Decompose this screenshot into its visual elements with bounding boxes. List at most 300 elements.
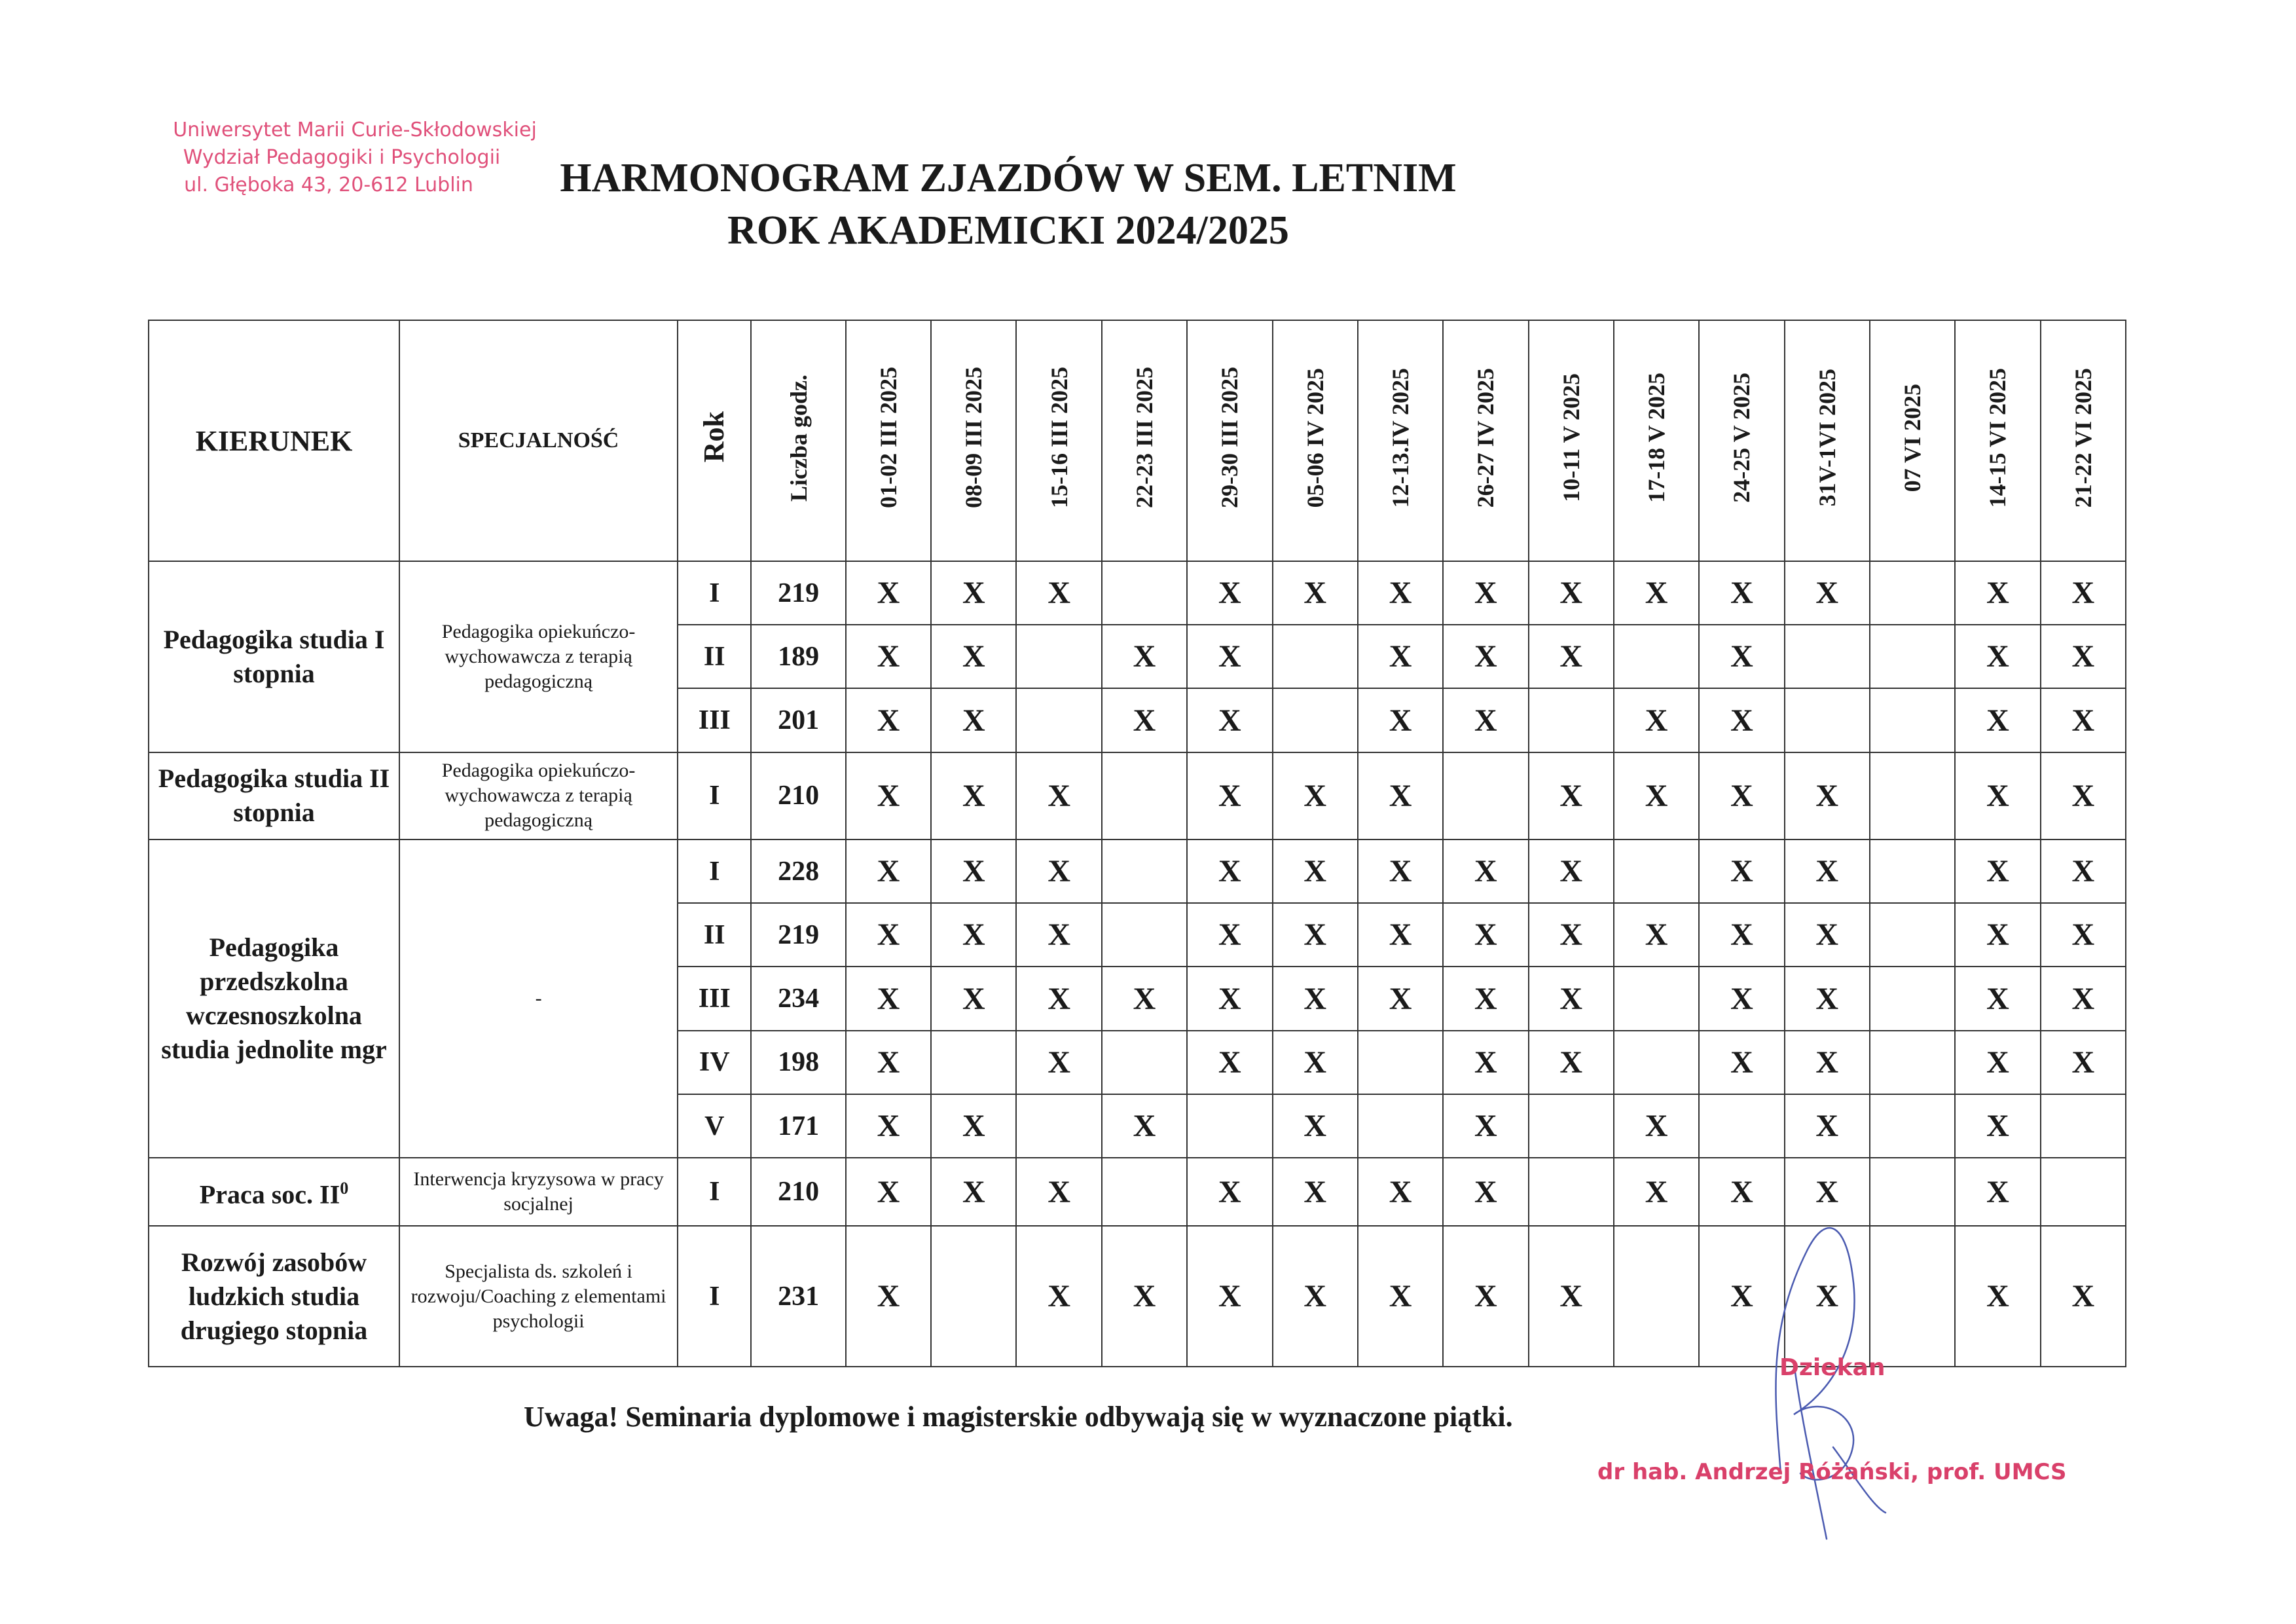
session-mark-cell (2041, 1031, 2126, 1094)
session-mark: X (1986, 1044, 2009, 1080)
note-text: Uwaga! Seminaria dyplomowe i magisterskie odbywają się w wyznaczone piątki. (524, 1401, 1513, 1433)
session-mark: X (1303, 576, 1327, 611)
session-mark-cell (1785, 752, 1870, 840)
kierunek-cell (149, 1226, 399, 1367)
session-mark-cell (1187, 903, 1272, 967)
session-mark: X (1218, 703, 1241, 738)
header-date (846, 320, 931, 561)
session-mark-cell (1614, 1226, 1699, 1367)
header-date-label: 29-30 III 2025 (1216, 367, 1243, 509)
session-mark-cell (1443, 903, 1528, 967)
session-mark: X (962, 917, 985, 953)
session-mark: X (1645, 703, 1668, 738)
session-mark-cell (931, 903, 1016, 967)
rok-cell: I (678, 1226, 751, 1367)
session-mark-cell (931, 561, 1016, 625)
liczba-godz-cell: 210 (751, 752, 845, 840)
session-mark-cell (1955, 561, 2040, 625)
session-mark: X (1815, 576, 1839, 611)
session-mark-cell (1187, 561, 1272, 625)
session-mark-cell (1358, 1226, 1443, 1367)
session-mark-cell (1699, 688, 1784, 752)
session-mark-cell (1955, 688, 2040, 752)
kierunek-superscript: 0 (340, 1179, 349, 1198)
session-mark-cell (1273, 1031, 1358, 1094)
rok-cell: I (678, 561, 751, 625)
session-mark: X (1986, 854, 2009, 889)
session-mark-cell (1529, 752, 1614, 840)
session-mark: X (1389, 854, 1412, 889)
session-mark-cell (1187, 967, 1272, 1030)
session-mark-cell (1016, 1226, 1101, 1367)
session-mark: X (1133, 1109, 1156, 1144)
session-mark-cell (1529, 1158, 1614, 1226)
session-mark-cell (1699, 1094, 1784, 1158)
session-mark: X (1730, 778, 1753, 813)
session-mark: X (1218, 1279, 1241, 1314)
session-mark-cell (2041, 625, 2126, 688)
session-mark: X (1048, 778, 1070, 813)
session-mark-cell (1614, 625, 1699, 688)
session-mark-cell (846, 625, 931, 688)
session-mark: X (962, 778, 985, 813)
session-mark: X (1389, 639, 1412, 674)
session-mark-cell (1187, 1031, 1272, 1094)
session-mark-cell (1529, 561, 1614, 625)
session-mark: X (1730, 576, 1753, 611)
session-mark: X (2071, 703, 2095, 738)
session-mark-cell (1699, 840, 1784, 903)
session-mark-cell (1870, 903, 1955, 967)
session-mark-cell (1870, 688, 1955, 752)
header-row (149, 320, 2126, 561)
session-mark-cell (1955, 840, 2040, 903)
stamp-line-2: Wydział Pedagogiki i Psychologii (183, 146, 501, 169)
header-date-label: 26-27 IV 2025 (1472, 367, 1499, 508)
session-mark: X (1730, 703, 1753, 738)
title-line-2: ROK AKADEMICKI 2024/2025 (727, 208, 1289, 253)
session-mark-cell (1016, 688, 1101, 752)
session-mark-cell (931, 688, 1016, 752)
specjalnosc-cell: Interwencja kryzysowa w pracy socjalnej (399, 1158, 678, 1226)
session-mark: X (1474, 854, 1497, 889)
session-mark-cell (1614, 1031, 1699, 1094)
session-mark: X (2071, 576, 2095, 611)
session-mark-cell (1016, 840, 1101, 903)
session-mark-cell (1102, 752, 1187, 840)
stamp-line-3: ul. Głęboka 43, 20-612 Lublin (184, 174, 473, 196)
session-mark: X (1645, 917, 1668, 953)
session-mark: X (1389, 917, 1412, 953)
session-mark-cell (1614, 903, 1699, 967)
session-mark: X (2071, 1279, 2095, 1314)
session-mark: X (1986, 917, 2009, 953)
session-mark: X (1218, 576, 1241, 611)
session-mark: X (877, 703, 900, 738)
header-date (2041, 320, 2126, 561)
session-mark-cell (1358, 688, 1443, 752)
session-mark-cell (1187, 840, 1272, 903)
kierunek-cell (149, 752, 399, 840)
session-mark: X (877, 1174, 900, 1209)
header-date (1529, 320, 1614, 561)
session-mark-cell (1785, 625, 1870, 688)
session-mark: X (1474, 981, 1497, 1016)
session-mark: X (1048, 576, 1070, 611)
liczba-godz-cell: 189 (751, 625, 845, 688)
liczba-godz-cell: 228 (751, 840, 845, 903)
session-mark-cell (1955, 903, 2040, 967)
session-mark-cell (1187, 1094, 1272, 1158)
session-mark-cell (1273, 752, 1358, 840)
session-mark: X (1559, 778, 1583, 813)
session-mark-cell (846, 967, 931, 1030)
header-rok (678, 320, 751, 561)
session-mark-cell (1016, 1158, 1101, 1226)
rok-cell: II (678, 903, 751, 967)
session-mark-cell (1529, 688, 1614, 752)
session-mark-cell (1699, 1031, 1784, 1094)
session-mark: X (1133, 639, 1156, 674)
session-mark-cell (931, 1031, 1016, 1094)
dean-label: Dziekan (1779, 1354, 1886, 1381)
session-mark: X (877, 639, 900, 674)
header-date-label: 07 VI 2025 (1899, 383, 1926, 492)
header-date-label: 05-06 IV 2025 (1302, 367, 1328, 508)
rok-cell: III (678, 688, 751, 752)
session-mark-cell (1102, 625, 1187, 688)
session-mark: X (1559, 1044, 1583, 1080)
session-mark: X (1474, 639, 1497, 674)
header-date-label: 22-23 III 2025 (1131, 367, 1157, 509)
session-mark: X (962, 1109, 985, 1144)
session-mark-cell (931, 967, 1016, 1030)
header-date-label: 08-09 III 2025 (960, 367, 987, 509)
session-mark: X (1815, 1279, 1839, 1314)
header-date-label: 21-22 VI 2025 (2069, 367, 2096, 508)
session-mark: X (1986, 778, 2009, 813)
session-mark-cell (1187, 1226, 1272, 1367)
session-mark-cell (931, 625, 1016, 688)
session-mark-cell (931, 752, 1016, 840)
header-date (1955, 320, 2040, 561)
session-mark: X (1218, 917, 1241, 953)
header-date (1443, 320, 1528, 561)
session-mark-cell (1273, 1226, 1358, 1367)
liczba-godz-cell: 219 (751, 561, 845, 625)
session-mark-cell (1614, 1158, 1699, 1226)
session-mark: X (962, 854, 985, 889)
session-mark: X (1815, 917, 1839, 953)
session-mark-cell (1955, 625, 2040, 688)
session-mark-cell (1955, 967, 2040, 1030)
session-mark-cell (1785, 967, 1870, 1030)
header-date-label: 31V-1VI 2025 (1813, 369, 1840, 507)
session-mark: X (1218, 778, 1241, 813)
kierunek-cell (149, 840, 399, 1158)
session-mark: X (877, 854, 900, 889)
session-mark-cell (1955, 752, 2040, 840)
session-mark-cell (2041, 903, 2126, 967)
session-mark-cell (1443, 1158, 1528, 1226)
session-mark-cell (1699, 561, 1784, 625)
session-mark-cell (2041, 752, 2126, 840)
session-mark-cell (1187, 688, 1272, 752)
session-mark: X (962, 981, 985, 1016)
session-mark-cell (1443, 1094, 1528, 1158)
session-mark-cell (1699, 967, 1784, 1030)
session-mark: X (1474, 917, 1497, 953)
session-mark: X (1730, 981, 1753, 1016)
session-mark-cell (1699, 903, 1784, 967)
liczba-godz-cell: 234 (751, 967, 845, 1030)
session-mark-cell (931, 1158, 1016, 1226)
session-mark-cell (1443, 625, 1528, 688)
session-mark: X (1559, 854, 1583, 889)
session-mark: X (877, 917, 900, 953)
session-mark-cell (1614, 1094, 1699, 1158)
header-date (1187, 320, 1272, 561)
session-mark: X (1986, 981, 2009, 1016)
session-mark: X (1048, 1174, 1070, 1209)
session-mark: X (1133, 981, 1156, 1016)
session-mark-cell (1358, 903, 1443, 967)
session-mark-cell (846, 1226, 931, 1367)
kierunek-label: Pedagogika przedszkolna wczesnoszkolna studia jednolite mgr (161, 932, 387, 1065)
session-mark-cell (1699, 625, 1784, 688)
session-mark-cell (1187, 1158, 1272, 1226)
session-mark-cell (1016, 1094, 1101, 1158)
session-mark-cell (846, 561, 931, 625)
specjalnosc-cell: Pedagogika opiekuńczo-wychowawcza z terapią pedagogiczną (399, 561, 678, 752)
session-mark: X (877, 1279, 900, 1314)
dean-name: dr hab. Andrzej Różański, prof. UMCS (1597, 1459, 2067, 1485)
session-mark: X (1303, 854, 1327, 889)
session-mark-cell (1614, 688, 1699, 752)
session-mark: X (1730, 639, 1753, 674)
session-mark-cell (1358, 1031, 1443, 1094)
session-mark: X (1815, 981, 1839, 1016)
kierunek-label: Pedagogika studia I stopnia (163, 624, 385, 688)
session-mark-cell (846, 840, 931, 903)
session-mark: X (1303, 1109, 1327, 1144)
session-mark-cell (1016, 752, 1101, 840)
header-date-label: 15-16 III 2025 (1046, 367, 1072, 509)
session-mark-cell (846, 1094, 931, 1158)
session-mark: X (1389, 981, 1412, 1016)
session-mark-cell (2041, 967, 2126, 1030)
session-mark-cell (1870, 752, 1955, 840)
kierunek-cell (149, 561, 399, 752)
session-mark-cell (1614, 752, 1699, 840)
session-mark-cell (931, 840, 1016, 903)
session-mark-cell (1358, 625, 1443, 688)
session-mark-cell (1785, 1031, 1870, 1094)
header-kierunek: KIERUNEK (149, 320, 399, 561)
session-mark: X (1730, 1044, 1753, 1080)
session-mark: X (1730, 917, 1753, 953)
session-mark-cell (1870, 1031, 1955, 1094)
session-mark-cell (1443, 1226, 1528, 1367)
session-mark-cell (1187, 625, 1272, 688)
session-mark-cell (1529, 1031, 1614, 1094)
session-mark: X (1815, 1109, 1839, 1144)
session-mark-cell (1273, 967, 1358, 1030)
header-date (1102, 320, 1187, 561)
session-mark-cell (1955, 1226, 2040, 1367)
header-date (1699, 320, 1784, 561)
session-mark-cell (1870, 561, 1955, 625)
session-mark-cell (1358, 1094, 1443, 1158)
session-mark-cell (1443, 688, 1528, 752)
header-liczba-godz-label: Liczba godz. (785, 374, 812, 502)
rok-cell: V (678, 1094, 751, 1158)
session-mark: X (1218, 981, 1241, 1016)
rok-cell: I (678, 840, 751, 903)
session-mark-cell (1102, 840, 1187, 903)
session-mark-cell (1443, 840, 1528, 903)
session-mark: X (962, 576, 985, 611)
session-mark-cell (1785, 561, 1870, 625)
session-mark-cell (1443, 561, 1528, 625)
session-mark-cell (1785, 903, 1870, 967)
rok-cell: I (678, 1158, 751, 1226)
session-mark: X (1303, 917, 1327, 953)
liczba-godz-cell: 198 (751, 1031, 845, 1094)
session-mark: X (1645, 1109, 1668, 1144)
session-mark-cell (2041, 1226, 2126, 1367)
university-stamp (145, 117, 564, 199)
session-mark-cell (1358, 1158, 1443, 1226)
session-mark: X (2071, 1044, 2095, 1080)
session-mark-cell (931, 1226, 1016, 1367)
session-mark-cell (1102, 903, 1187, 967)
session-mark: X (1815, 1174, 1839, 1209)
session-mark-cell (1102, 967, 1187, 1030)
session-mark: X (1474, 1174, 1497, 1209)
header-date (931, 320, 1016, 561)
session-mark: X (877, 1109, 900, 1144)
session-mark-cell (1102, 561, 1187, 625)
table-row (149, 752, 2126, 840)
session-mark-cell (1273, 688, 1358, 752)
session-mark-cell (1102, 1158, 1187, 1226)
session-mark-cell (1955, 1158, 2040, 1226)
session-mark: X (1730, 1279, 1753, 1314)
header-liczba-godz (751, 320, 845, 561)
session-mark: X (2071, 778, 2095, 813)
kierunek-cell (149, 1158, 399, 1226)
session-mark: X (1986, 576, 2009, 611)
session-mark-cell (1016, 1031, 1101, 1094)
session-mark-cell (1529, 840, 1614, 903)
session-mark-cell (1273, 625, 1358, 688)
session-mark-cell (1358, 840, 1443, 903)
table-row (149, 840, 2126, 903)
session-mark: X (1559, 1279, 1583, 1314)
header-date (1273, 320, 1358, 561)
session-mark-cell (1187, 752, 1272, 840)
session-mark: X (1474, 576, 1497, 611)
rok-cell: IV (678, 1031, 751, 1094)
session-mark: X (1815, 854, 1839, 889)
session-mark-cell (846, 752, 931, 840)
session-mark: X (1133, 703, 1156, 738)
session-mark: X (1303, 1174, 1327, 1209)
session-mark-cell (1102, 1094, 1187, 1158)
specjalnosc-cell: Pedagogika opiekuńczo-wychowawcza z terapią pedagogiczną (399, 752, 678, 840)
title-line-1: HARMONOGRAM ZJAZDÓW W SEM. LETNIM (560, 156, 1457, 200)
header-specjalnosc: SPECJALNOŚĆ (399, 320, 678, 561)
session-mark-cell (846, 1158, 931, 1226)
header-date-label: 10-11 V 2025 (1558, 373, 1584, 502)
session-mark-cell (1273, 1158, 1358, 1226)
session-mark: X (877, 981, 900, 1016)
session-mark: X (1218, 639, 1241, 674)
session-mark-cell (2041, 1094, 2126, 1158)
session-mark: X (1645, 1174, 1668, 1209)
session-mark: X (1559, 639, 1583, 674)
stamp-line-1: Uniwersytet Marii Curie-Skłodowskiej (173, 119, 537, 141)
session-mark: X (1389, 1279, 1412, 1314)
session-mark-cell (1016, 903, 1101, 967)
session-mark: X (1474, 703, 1497, 738)
session-mark-cell (931, 1094, 1016, 1158)
session-mark-cell (1016, 561, 1101, 625)
session-mark: X (962, 639, 985, 674)
session-mark: X (1303, 981, 1327, 1016)
session-mark: X (1986, 703, 2009, 738)
session-mark-cell (1102, 1226, 1187, 1367)
session-mark: X (1474, 1109, 1497, 1144)
session-mark-cell (1870, 625, 1955, 688)
session-mark: X (1559, 576, 1583, 611)
rok-cell: I (678, 752, 751, 840)
header-date (1358, 320, 1443, 561)
session-mark-cell (846, 1031, 931, 1094)
session-mark-cell (1785, 840, 1870, 903)
session-mark: X (1730, 1174, 1753, 1209)
session-mark: X (877, 1044, 900, 1080)
session-mark: X (1986, 639, 2009, 674)
session-mark: X (1986, 1279, 2009, 1314)
header-date-label: 17-18 V 2025 (1643, 373, 1670, 503)
session-mark-cell (1699, 752, 1784, 840)
session-mark: X (1474, 1044, 1497, 1080)
session-mark: X (2071, 854, 2095, 889)
session-mark-cell (1273, 840, 1358, 903)
session-mark: X (1474, 1279, 1497, 1314)
session-mark: X (877, 576, 900, 611)
session-mark: X (1218, 854, 1241, 889)
session-mark-cell (1529, 625, 1614, 688)
session-mark: X (2071, 639, 2095, 674)
session-mark: X (1303, 1044, 1327, 1080)
session-mark-cell (1614, 561, 1699, 625)
header-date-label: 24-25 V 2025 (1728, 373, 1755, 503)
session-mark-cell (1955, 1094, 2040, 1158)
session-mark-cell (1273, 1094, 1358, 1158)
session-mark: X (1218, 1044, 1241, 1080)
liczba-godz-cell: 219 (751, 903, 845, 967)
session-mark-cell (2041, 840, 2126, 903)
session-mark: X (1815, 778, 1839, 813)
session-mark: X (1048, 1044, 1070, 1080)
session-mark-cell (846, 903, 931, 967)
kierunek-label: Rozwój zasobów ludzkich studia drugiego stopnia (180, 1247, 368, 1345)
specjalnosc-cell: - (399, 840, 678, 1158)
session-mark: X (2071, 917, 2095, 953)
